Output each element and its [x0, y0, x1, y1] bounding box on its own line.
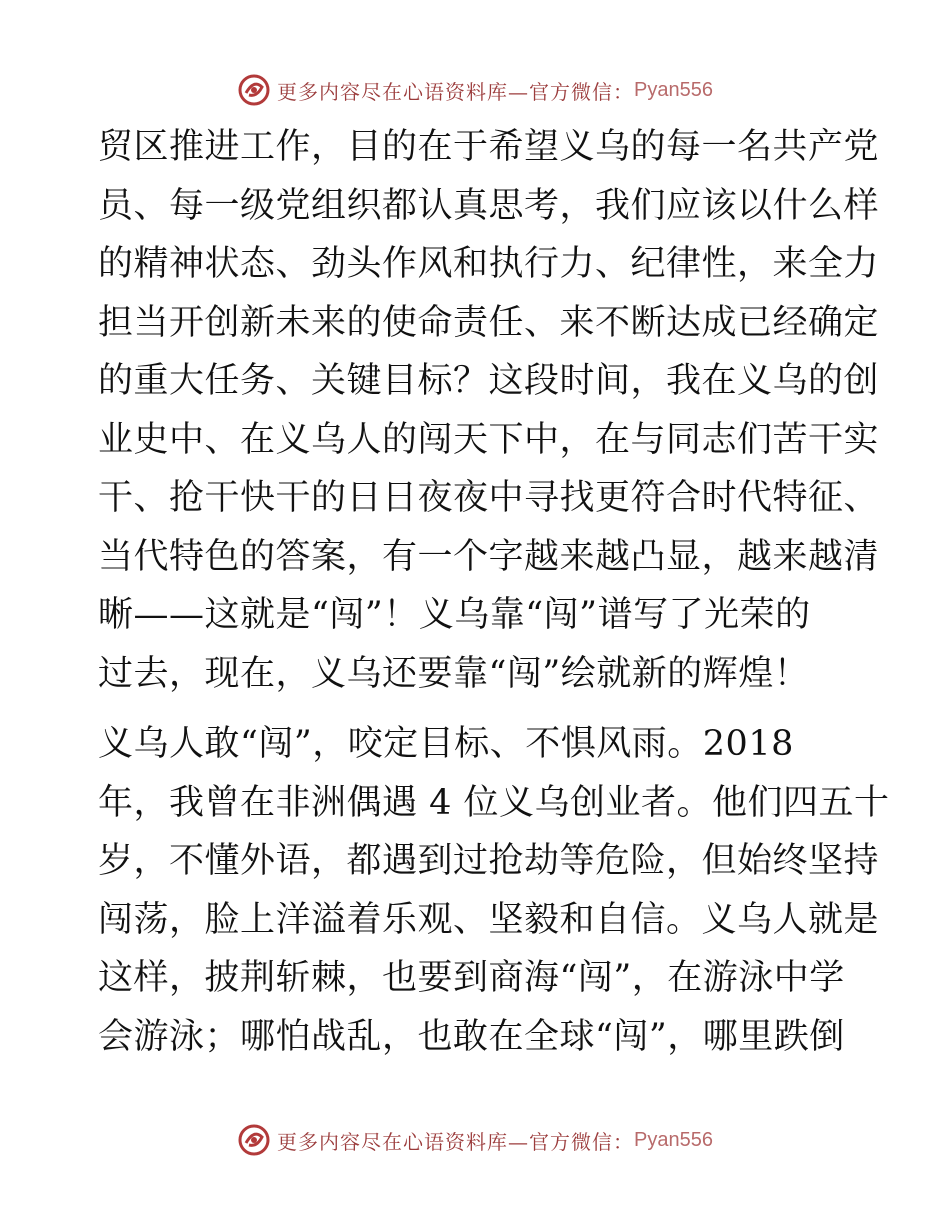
text-line: 晰——这就是“闯”！义乌靠“闯”谱写了光荣的 [98, 595, 811, 635]
text-line: 这样，披荆斩棘，也要到商海“闯”，在游泳中学 [98, 958, 845, 998]
paragraph-1 [98, 118, 880, 703]
text-line: 年，我曾在非洲偶遇 4 位义乌创业者。他们四五十 [98, 782, 890, 823]
paragraph-gap [98, 703, 850, 715]
header-banner-text: 更多内容尽在心语资料库—官方微信： [277, 79, 635, 104]
text-line: 业史中、在义乌人的闯天下中，在与同志们苦干实 [98, 419, 880, 460]
red-swirl-logo-icon [237, 73, 271, 107]
text-line: 会游泳；哪怕战乱，也敢在全球“闯”，哪里跌倒 [98, 1016, 845, 1057]
text-line: 的重大任务、关键目标？这段时间，我在义乌的创 [98, 361, 880, 401]
text-line: 岁，不懂外语，都遇到过抢劫等危险，但始终坚持 [98, 841, 880, 881]
paragraph-2 [98, 715, 890, 1066]
text-line: 员、每一级党组织都认真思考，我们应该以什么样 [98, 185, 880, 226]
text-line: 的精神状态、劲头作风和执行力、纪律性，来全力 [98, 244, 880, 284]
footer-banner-text: 更多内容尽在心语资料库—官方微信： [277, 1129, 635, 1154]
text-line: 当代特色的答案，有一个字越来越凸显，越来越清 [98, 536, 880, 577]
text-line: 义乌人敢“闯”，咬定目标、不惧风雨。2018 [98, 724, 794, 764]
text-line: 闯荡，脸上洋溢着乐观、坚毅和自信。义乌人就是 [98, 899, 880, 940]
document-body [98, 118, 890, 1066]
text-line: 过去，现在，义乌还要靠“闯”绘就新的辉煌！ [98, 653, 810, 694]
text-line: 担当开创新未来的使命责任、来不断达成已经确定 [98, 302, 880, 343]
header-wechat-id: Pyan556 [634, 78, 713, 101]
header-banner [0, 70, 950, 110]
text-line: 贸区推进工作，目的在于希望义乌的每一名共产党 [98, 127, 880, 167]
footer-wechat-id: Pyan556 [634, 1128, 713, 1151]
footer-banner [0, 1120, 950, 1160]
red-swirl-logo-icon [237, 1123, 271, 1157]
text-line: 干、抢干快干的日日夜夜中寻找更符合时代特征、 [98, 478, 880, 518]
